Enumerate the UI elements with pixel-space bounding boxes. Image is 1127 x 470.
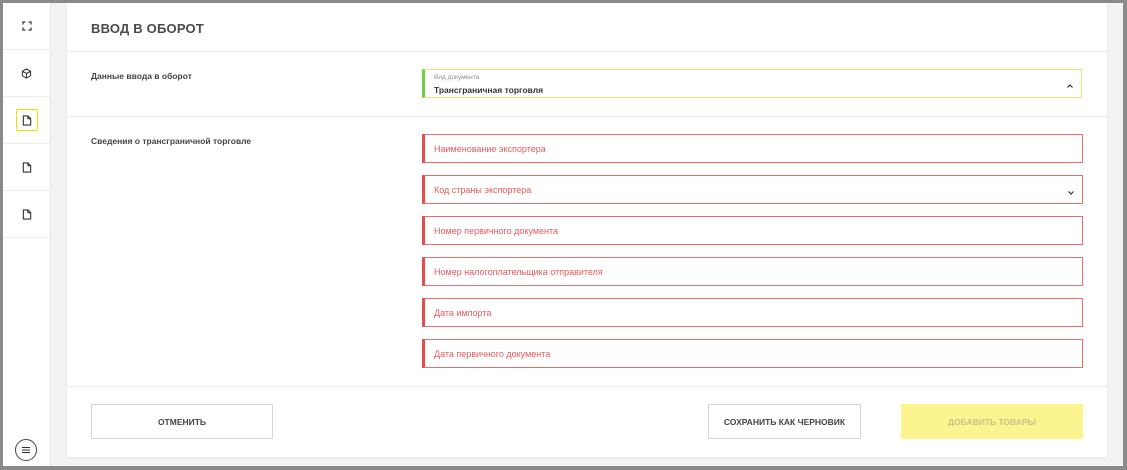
trade-section-label: Сведения о трансграничной торговле [91,136,252,146]
sidebar-item-fullscreen[interactable] [3,3,50,50]
divider [67,386,1107,387]
cube-icon [16,62,38,84]
field-placeholder: Код страны экспортера [434,185,532,195]
app-frame [3,3,1123,466]
primary-doc-date-input[interactable] [422,339,1083,368]
divider [67,116,1107,117]
import-date-input[interactable] [422,298,1083,327]
field-placeholder: Дата первичного документа [434,349,551,359]
doc-type-value: Трансграничная торговля [434,85,544,95]
page-title: ВВОД В ОБОРОТ [91,21,204,36]
divider [67,51,1107,52]
chevron-down-icon [1066,185,1076,195]
sender-tax-number-input[interactable] [422,257,1083,286]
field-placeholder: Номер налогоплательщика отправителя [434,267,603,277]
doc-type-select[interactable] [422,69,1082,98]
field-placeholder: Дата импорта [434,308,492,318]
chevron-up-icon [1065,78,1075,88]
entry-section-label: Данные ввода в оборот [91,71,192,81]
form-card [67,3,1107,457]
sidebar-item-documents-2[interactable] [3,144,50,191]
document-icon [16,109,38,131]
sidebar [3,3,51,466]
exporter-country-select[interactable] [422,175,1083,204]
sidebar-item-products[interactable] [3,50,50,97]
primary-doc-number-input[interactable] [422,216,1083,245]
cancel-button[interactable]: ОТМЕНИТЬ [91,404,273,439]
fullscreen-icon [16,15,38,37]
document-icon [16,156,38,178]
sidebar-item-documents-3[interactable] [3,191,50,238]
menu-icon [22,441,30,459]
sidebar-item-documents-active[interactable] [3,97,50,144]
add-goods-button[interactable]: ДОБАВИТЬ ТОВАРЫ [901,404,1083,439]
document-icon [16,203,38,225]
field-placeholder: Номер первичного документа [434,226,559,236]
field-placeholder: Наименование экспортера [434,144,546,154]
doc-type-label: Вид документа [434,74,480,81]
save-draft-button[interactable]: СОХРАНИТЬ КАК ЧЕРНОВИК [708,404,861,439]
menu-button[interactable] [15,439,37,461]
exporter-name-input[interactable] [422,134,1083,163]
